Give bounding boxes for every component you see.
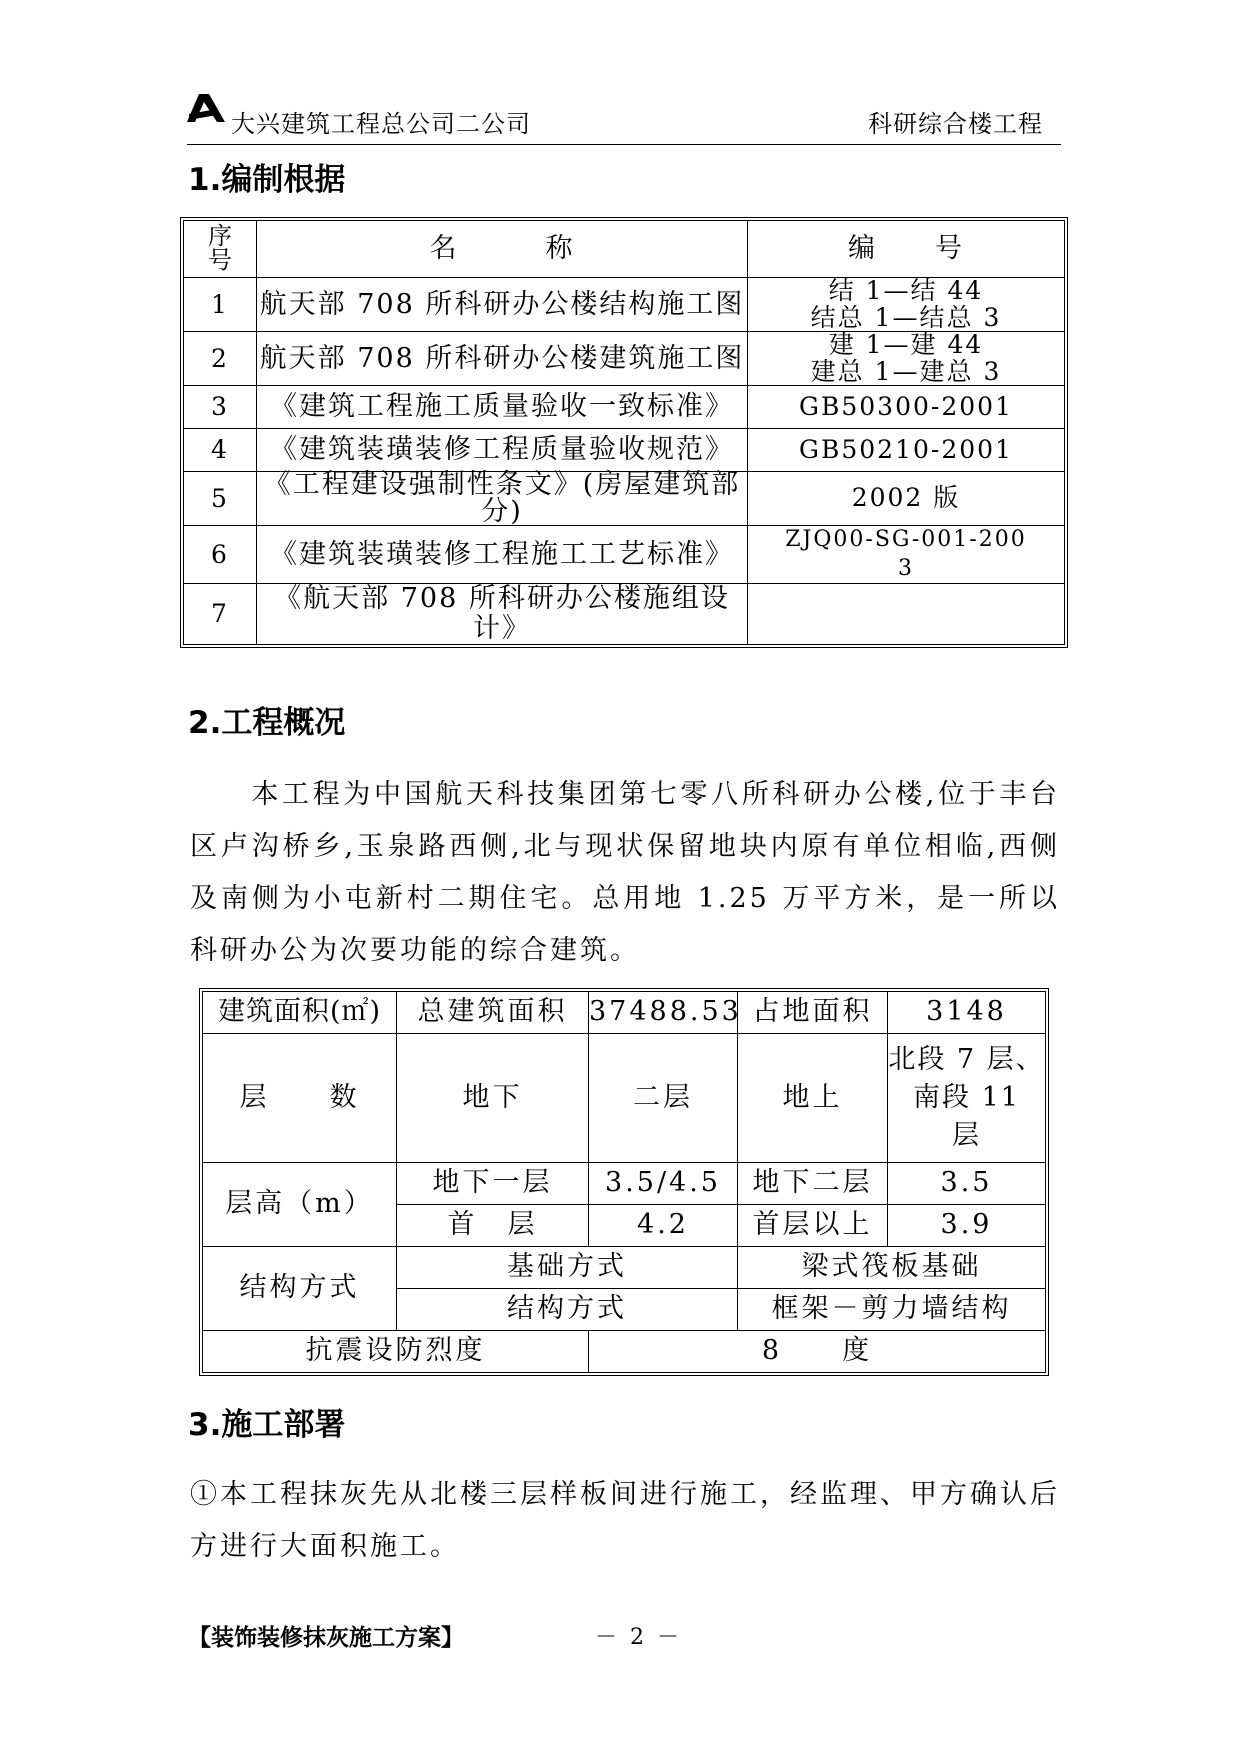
land-area-value: 3148 (888, 992, 1046, 1034)
row-code (748, 526, 1065, 584)
seismic-value: 8 度 (589, 1331, 1046, 1373)
floors-label: 层 数 (203, 1034, 397, 1163)
row-name: 航天部 708 所科研办公楼结构施工图 (257, 278, 748, 332)
table-row (184, 584, 1065, 644)
underground-value: 二层 (589, 1034, 738, 1163)
row-no: 2 (184, 332, 257, 386)
seismic-label: 抗震设防烈度 (203, 1331, 589, 1373)
table-row (184, 278, 1065, 332)
code-line: 结 1—结 44 (828, 276, 984, 306)
f1-label: 首 层 (397, 1205, 589, 1247)
table-row (203, 992, 1046, 1034)
row-name: 《建筑装璜装修工程施工工艺标准》 (257, 526, 748, 584)
b2-value: 3.5 (888, 1163, 1046, 1205)
underground-label: 地下 (397, 1034, 589, 1163)
value-line: 南段 11 (913, 1082, 1020, 1114)
table-row (184, 526, 1065, 584)
row-code (748, 278, 1065, 332)
project-name: 科研综合楼工程 (868, 110, 1043, 138)
column-header-no: 序 号 (184, 221, 257, 278)
table-row (184, 332, 1065, 386)
structure-value: 框架－剪力墙结构 (738, 1289, 1046, 1331)
column-header-code: 编 号 (748, 221, 1065, 278)
name-line: 《工程建设强制性条文》(房屋建筑部 (263, 469, 741, 501)
row-no: 1 (184, 278, 257, 332)
table-row (203, 1331, 1046, 1373)
upper-floors-value: 3.9 (888, 1205, 1046, 1247)
value-line: 北段 7 层、 (888, 1044, 1045, 1076)
upper-floors-label: 首层以上 (738, 1205, 888, 1247)
row-name: 《建筑装璜装修工程质量验收规范》 (257, 429, 748, 472)
section-title-deployment: 3.施工部署 (188, 1407, 346, 1443)
basis-table (183, 220, 1065, 645)
row-code: GB50210-2001 (748, 429, 1065, 472)
column-header-name: 名 称 (257, 221, 748, 278)
row-no: 4 (184, 429, 257, 472)
row-code (748, 332, 1065, 386)
code-line: ZJQ00-SG-001-200 (785, 527, 1027, 552)
total-area-value: 37488.53 (589, 992, 738, 1034)
foundation-value: 梁式筏板基础 (738, 1247, 1046, 1289)
table-row (203, 1247, 1046, 1289)
b1-value: 3.5/4.5 (589, 1163, 738, 1205)
deployment-paragraph: ①本工程抹灰先从北楼三层样板间进行施工，经监理、甲方确认后方进行大面积施工。 (190, 1479, 1060, 1562)
row-name (257, 469, 748, 527)
table-header-row (184, 221, 1065, 278)
b1-label: 地下一层 (397, 1163, 589, 1205)
row-code (748, 584, 1065, 644)
footer-doc-title: 【装饰装修抹灰施工方案】 (188, 1625, 464, 1651)
overview-table (202, 991, 1046, 1373)
floor-height-label: 层高（m） (203, 1163, 397, 1247)
row-code: GB50300-2001 (748, 386, 1065, 429)
code-line: 结总 1—结总 3 (810, 302, 1002, 332)
page-header (187, 92, 1061, 145)
code-line: 建 1—建 44 (828, 330, 984, 360)
name-line: 分) (481, 495, 523, 527)
company-name: 大兴建筑工程总公司二公司 (231, 110, 531, 138)
b2-label: 地下二层 (738, 1163, 888, 1205)
above-ground-label: 地上 (738, 1034, 888, 1163)
row-name: 《建筑工程施工质量验收一致标准》 (257, 386, 748, 429)
table-row (184, 472, 1065, 526)
table-row (203, 1034, 1046, 1163)
structure-label: 结构方式 (203, 1247, 397, 1331)
structure-sub-label: 结构方式 (397, 1289, 738, 1331)
code-line: 建总 1—建总 3 (810, 356, 1002, 386)
row-name: 《航天部 708 所科研办公楼施组设计》 (257, 584, 748, 644)
area-label: 建筑面积(㎡) (203, 992, 397, 1034)
table-row (203, 1163, 1046, 1205)
page-number: － 2 － (595, 1625, 682, 1650)
section-title-basis: 1.编制根据 (188, 162, 346, 198)
total-area-label: 总建筑面积 (397, 992, 589, 1034)
land-area-label: 占地面积 (738, 992, 888, 1034)
row-no: 6 (184, 526, 257, 584)
row-code: 2002 版 (748, 472, 1065, 526)
f1-value: 4.2 (589, 1205, 738, 1247)
above-ground-value (888, 1034, 1046, 1163)
row-no: 7 (184, 584, 257, 644)
code-line: 3 (898, 555, 914, 581)
table-row (184, 386, 1065, 429)
foundation-label: 基础方式 (397, 1247, 738, 1289)
row-name: 航天部 708 所科研办公楼建筑施工图 (257, 332, 748, 386)
table-row (184, 429, 1065, 472)
row-no: 3 (184, 386, 257, 429)
overview-paragraph: 本工程为中国航天科技集团第七零八所科研办公楼,位于丰台区卢沟桥乡,玉泉路西侧,北与现状保留地块内原有单位相临,西侧及南侧为小屯新村二期住宅。总用地 1.25 万平方米，是一所以科研办公为次要功能的综合建筑。 (190, 779, 1060, 966)
row-no: 5 (184, 472, 257, 526)
section-title-overview: 2.工程概况 (188, 705, 346, 741)
company-logo-icon (187, 92, 227, 128)
value-line: 层 (952, 1119, 981, 1151)
